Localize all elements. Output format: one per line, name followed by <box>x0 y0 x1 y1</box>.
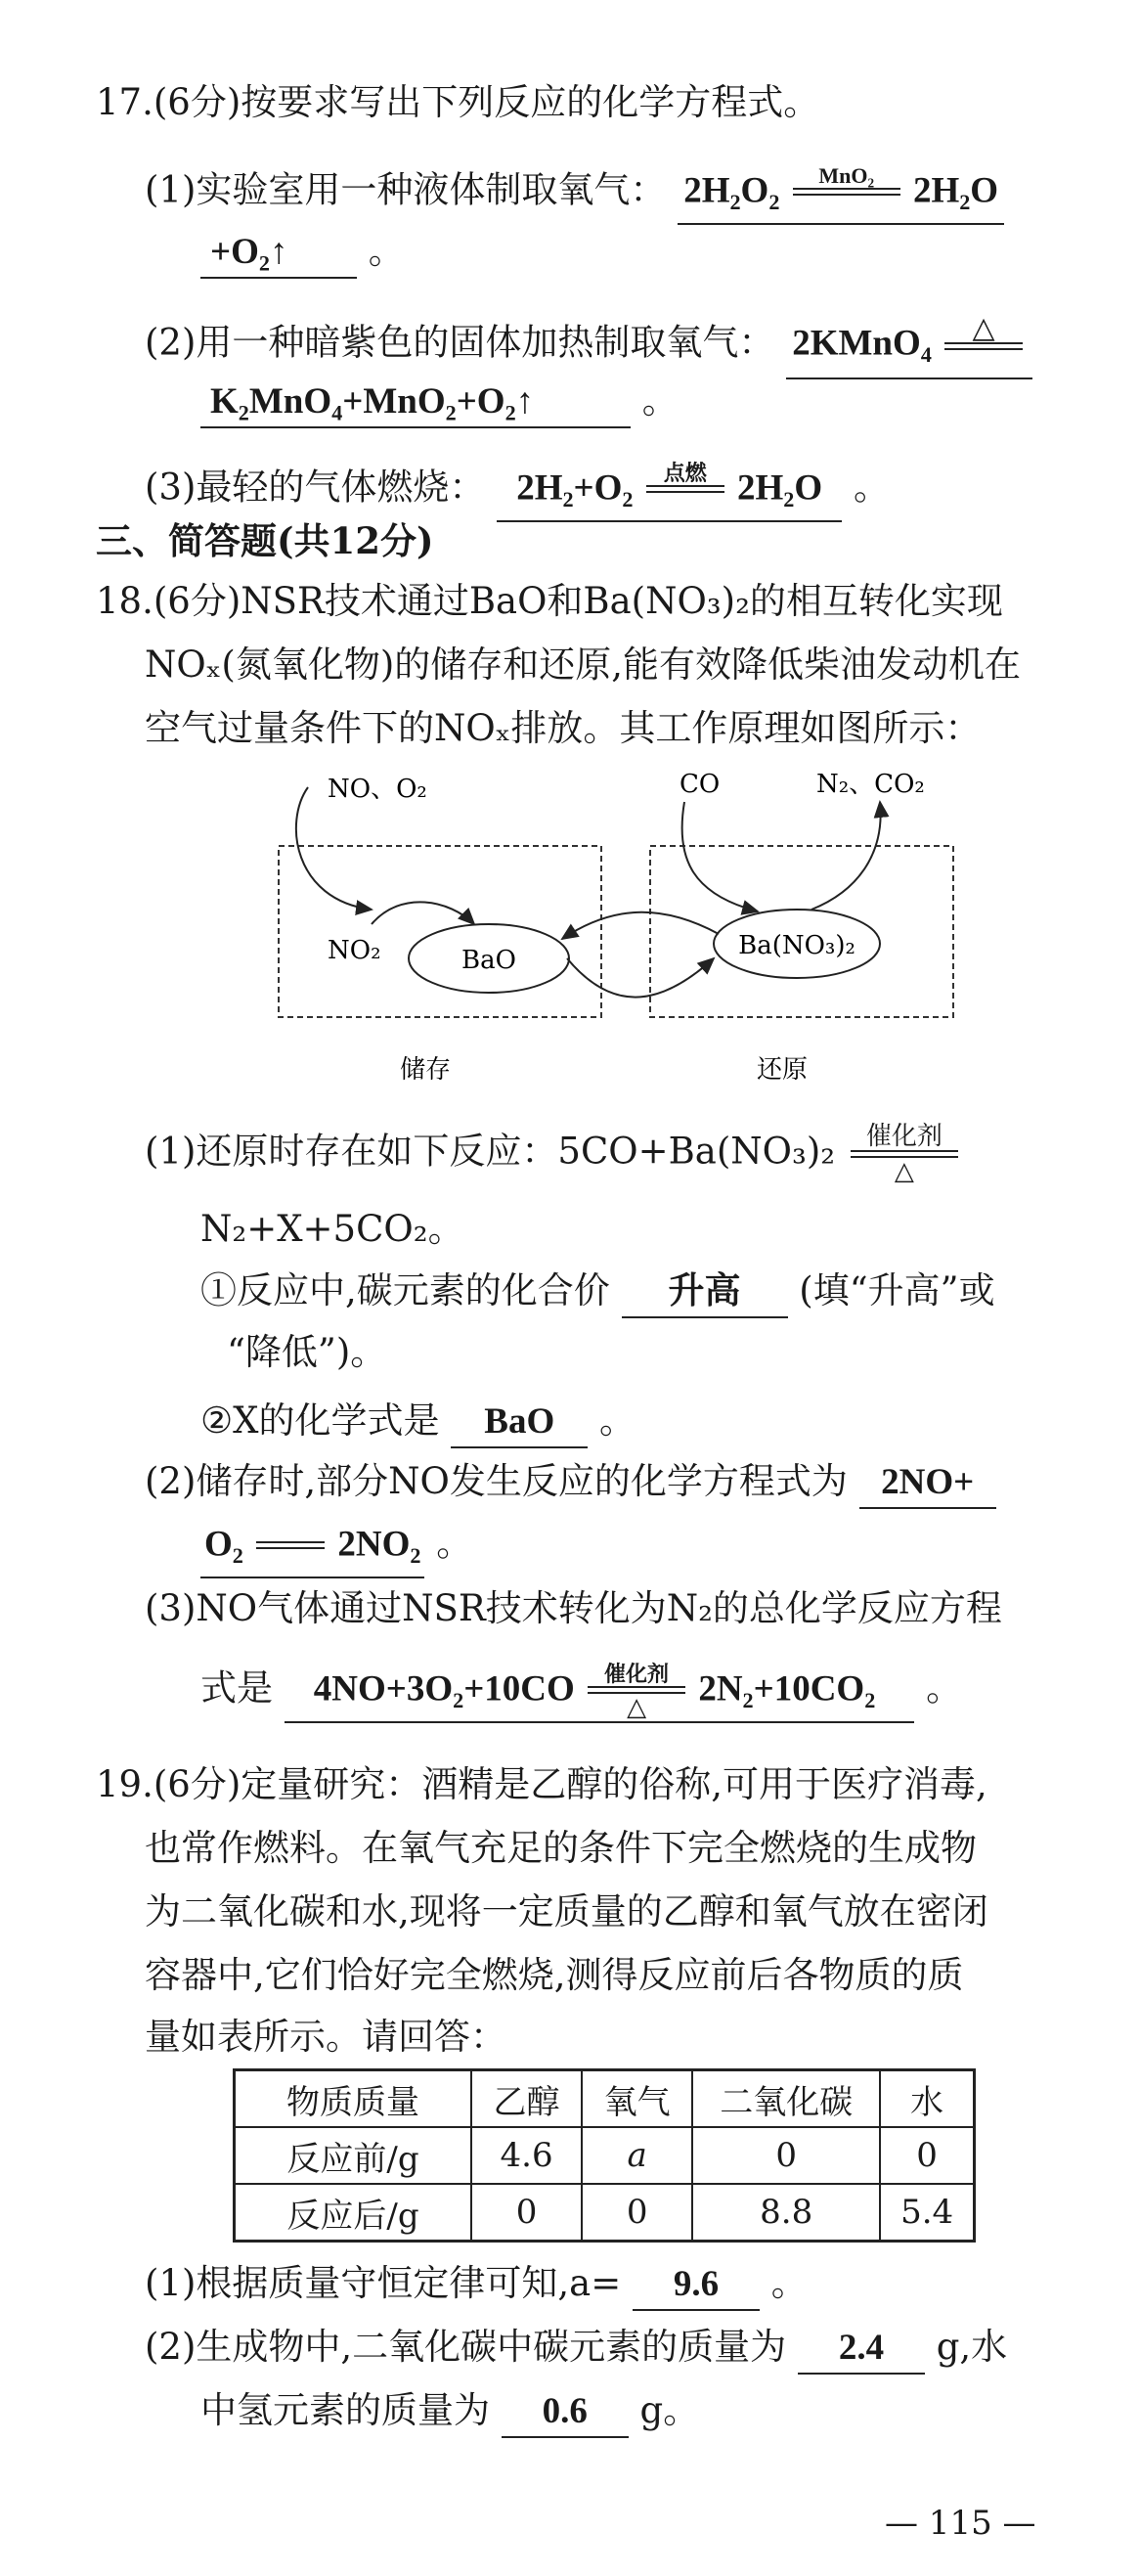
q19-line5 <box>145 2013 506 2062</box>
q19-part2-answer-hydrogen: 0.6 <box>502 2387 629 2438</box>
q17-part1-catalyst: MnO₂ <box>818 163 875 188</box>
q17-part2-condition <box>944 312 1023 378</box>
page-number <box>885 2504 1036 2543</box>
q19-line2 <box>145 1824 977 1873</box>
q18-sub1-hint: (填“升高”或 <box>799 1269 995 1311</box>
arrow-bao-to-ba-no3 <box>567 958 714 998</box>
q19-line1 <box>96 1760 987 1809</box>
bao-label: BaO <box>461 946 516 975</box>
table-row <box>235 2184 975 2242</box>
reduction-label: 还原 <box>756 1055 809 1085</box>
q19-stem-3: 为二氧化碳和水,现将一定质量的乙醇和氧气放在密闭 <box>145 1890 988 1932</box>
co-label: CO <box>680 770 721 799</box>
q18-sub1-prompt: ①反应中,碳元素的化合价 <box>200 1269 610 1311</box>
q19-part2-unit: g。 <box>639 2389 700 2431</box>
q17-part1-answer <box>678 164 1004 225</box>
table-cell: 8.8 <box>692 2184 880 2242</box>
table-header-row <box>235 2070 975 2128</box>
q19-part1 <box>145 2259 808 2311</box>
table-cell: 反应后/g <box>235 2184 472 2242</box>
table-header: 二氧化碳 <box>692 2070 880 2128</box>
no2-label: NO₂ <box>328 936 381 965</box>
arrow-no2-to-bao <box>372 902 474 924</box>
q18-line3 <box>145 704 981 753</box>
q18-line1 <box>96 577 1003 626</box>
period: 。 <box>436 1522 473 1565</box>
q17-part3-products: 2H₂O <box>737 467 823 509</box>
mass-table <box>233 2068 976 2243</box>
table-cell: 0 <box>471 2184 582 2242</box>
heat-icon: △ <box>627 1693 647 1721</box>
q18-sub2-answer: BaO <box>451 1398 588 1448</box>
q18-sub2-prompt: ②X的化学式是 <box>200 1399 440 1442</box>
q19-part1-prompt: (1)根据质量守恒定律可知,a= <box>145 2262 622 2304</box>
q17-part2-products: K₂MnO₄+MnO₂+O₂↑ <box>200 378 631 428</box>
q18-stem-2: NOₓ(氮氧化物)的储存和还原,能有效降低柴油发动机在 <box>145 644 1022 686</box>
q17-part1-products: 2H₂O <box>912 170 999 211</box>
q17-part2 <box>145 312 1032 379</box>
q19-part2-answer-carbon: 2.4 <box>798 2324 925 2375</box>
q19-line3 <box>145 1888 988 1936</box>
table-cell: 0 <box>692 2127 880 2184</box>
q17-part1-prompt: (1)实验室用一种液体制取氧气： <box>145 168 667 211</box>
q17-part1-reactants: 2H₂O₂ <box>683 170 780 211</box>
period: 。 <box>368 230 405 272</box>
q17-part3-reactants: 2H₂+O₂ <box>516 467 634 509</box>
q17-part1 <box>145 164 1004 225</box>
q18-part3-cont <box>200 1663 962 1723</box>
q17-part3-ignite: 点燃 <box>663 461 707 485</box>
table-cell: a <box>582 2127 692 2184</box>
q19-part2-mid: g,水 <box>936 2326 1008 2368</box>
q18-sub1-hint-cont: “降低”)。 <box>227 1331 387 1373</box>
q17-part2-answer <box>786 312 1032 379</box>
q18-stem-3: 空气过量条件下的NOₓ排放。其工作原理如图所示： <box>145 707 982 749</box>
q18-part2-answer: 2NO+ <box>859 1458 996 1509</box>
section-heading <box>96 516 434 565</box>
q18-part3-prompt: (3)NO气体通过NSR技术转化为N₂的总化学反应方程 <box>145 1587 1002 1629</box>
equals-sign <box>256 1518 325 1577</box>
table-cell: 5.4 <box>880 2184 974 2242</box>
period: 。 <box>926 1666 963 1710</box>
q17-part3-answer <box>497 462 842 522</box>
q17-heading-text: 17.(6分)按要求写出下列反应的化学方程式。 <box>96 81 820 123</box>
table-header: 乙醇 <box>471 2070 582 2128</box>
heat-icon: △ <box>972 312 995 344</box>
period: 。 <box>853 466 890 509</box>
q18-part2 <box>145 1457 996 1509</box>
no-o2-label: NO、O₂ <box>328 775 427 804</box>
arrow-n2-co2-out <box>811 802 881 910</box>
q17-part1-condition <box>793 164 900 223</box>
q19-part1-answer: 9.6 <box>633 2260 760 2311</box>
q18-part1-condition <box>851 1123 958 1185</box>
q18-part1-catalyst: 催化剂 <box>865 1122 943 1151</box>
q19-stem-4: 容器中,它们恰好完全燃烧,测得反应前后各物质的质 <box>145 1954 964 1996</box>
period: 。 <box>770 2262 808 2304</box>
n2-co2-label: N₂、CO₂ <box>816 770 925 799</box>
heat-icon: △ <box>894 1157 914 1186</box>
storage-label: 储存 <box>399 1055 452 1085</box>
q17-part3-condition <box>646 462 724 520</box>
table-row <box>235 2127 975 2184</box>
q17-part2-reactant: 2KMnO₄ <box>792 323 932 364</box>
q18-sub1-cont <box>227 1328 386 1377</box>
nsr-diagram <box>264 763 968 1095</box>
q18-part2-prompt: (2)储存时,部分NO发生反应的化学方程式为 <box>145 1460 848 1502</box>
q18-part1-cont <box>200 1205 464 1254</box>
q18-part3-products: 2N₂+10CO₂ <box>698 1668 876 1710</box>
table-header: 氧气 <box>582 2070 692 2128</box>
q18-part3-catalyst: 催化剂 <box>604 1662 670 1686</box>
q19-part2-cont <box>200 2386 699 2438</box>
q17-part1-cont <box>200 227 405 279</box>
q18-stem-1: 18.(6分)NSR技术通过BaO和Ba(NO₃)₂的相互转化实现 <box>96 580 1003 622</box>
table-header: 水 <box>880 2070 974 2128</box>
page-number-text: — 115 — <box>885 2504 1036 2543</box>
table-cell: 反应前/g <box>235 2127 472 2184</box>
q18-part3-reactants: 4NO+3O₂+10CO <box>313 1668 575 1710</box>
ba-no3-label: Ba(NO₃)₂ <box>738 931 855 960</box>
q18-part1-products: N₂+X+5CO₂。 <box>200 1208 464 1250</box>
q18-part2-cont <box>200 1518 472 1578</box>
q18-part3 <box>145 1584 1002 1633</box>
q19-part2 <box>145 2323 1007 2375</box>
q19-stem-1: 19.(6分)定量研究：酒精是乙醇的俗称,可用于医疗消毒, <box>96 1763 987 1805</box>
q19-part2-prompt: (2)生成物中,二氧化碳中碳元素的质量为 <box>145 2326 787 2368</box>
q17-part3-prompt: (3)最轻的气体燃烧： <box>145 466 486 509</box>
q19-stem-5: 量如表所示。请回答： <box>145 2016 506 2058</box>
q19-part2-prompt-cont: 中氢元素的质量为 <box>200 2389 490 2431</box>
period: 。 <box>641 379 679 422</box>
period: 。 <box>599 1399 636 1442</box>
table-header: 物质质量 <box>235 2070 472 2128</box>
q18-part2-reactant: O₂ <box>204 1524 243 1565</box>
q17-part2-cont <box>200 377 679 428</box>
q19-line4 <box>145 1951 964 2000</box>
q18-part2-answer-cont <box>200 1518 424 1578</box>
q18-part1-prompt: (1)还原时存在如下反应：5CO+Ba(NO₃)₂ <box>145 1130 836 1173</box>
q18-sub1 <box>200 1266 995 1318</box>
q17-heading <box>96 78 819 127</box>
arrow-no-o2-in <box>296 787 372 910</box>
q18-part3-prefix: 式是 <box>200 1666 273 1710</box>
section-heading-text: 三、简答题(共12分) <box>96 519 434 562</box>
q18-part1 <box>145 1123 962 1185</box>
q18-line2 <box>145 641 1021 689</box>
q17-part3 <box>145 462 890 522</box>
q18-part3-answer <box>285 1663 915 1723</box>
q18-sub1-answer: 升高 <box>622 1267 788 1318</box>
arrow-co-in <box>682 802 758 911</box>
q18-part3-condition <box>588 1663 685 1721</box>
q18-sub2 <box>200 1397 636 1448</box>
q17-part2-prompt: (2)用一种暗紫色的固体加热制取氧气： <box>145 321 775 364</box>
table-cell: 0 <box>880 2127 974 2184</box>
arrow-ba-no3-to-bao <box>562 912 719 939</box>
q18-part2-product: 2NO₂ <box>337 1524 421 1565</box>
q17-part1-answer-cont: +O₂↑ <box>200 228 357 279</box>
table-cell: 4.6 <box>471 2127 582 2184</box>
table-cell: 0 <box>582 2184 692 2242</box>
q19-stem-2: 也常作燃料。在氧气充足的条件下完全燃烧的生成物 <box>145 1827 977 1869</box>
